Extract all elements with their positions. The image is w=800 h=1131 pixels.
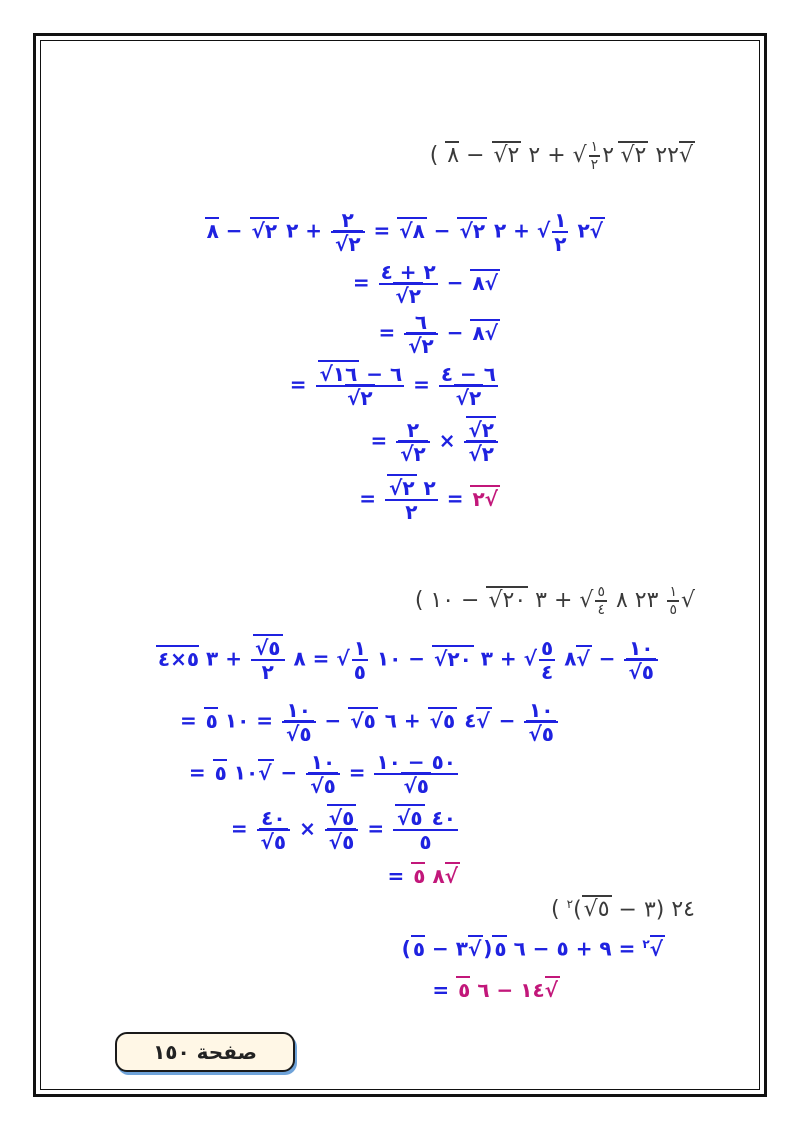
problem-22-step-6: = $\frac{٢ ٢ √}{٢}$ = ٢ √: [359, 478, 500, 522]
problem-23-answer: ٨ ٥ √: [411, 862, 460, 888]
problem-22-step-4: = $\frac{٦ - ١٦ √}{٢}$ √ = $\frac{٦ - ٤}{٢}$ √: [290, 364, 500, 408]
problem-23-step-5: = ٨ ٥ √: [388, 866, 460, 886]
problem-23-step-3: = ١٠ ٥ √ − $\frac{١٠}{٥}$ √ = $\frac{٥٠ - ١٠}{٥}$ √: [189, 752, 460, 796]
problem-22-answer: ٢ √: [470, 485, 500, 511]
page-border-inner: [40, 40, 760, 1090]
problem-23-statement: ( ٢٣ ٨ $\frac{٥}{٤}$ √ + ٣ ٢٠ √ − ١٠ $\frac{١}{٥}$ √: [401, 585, 695, 617]
problem-22-step-2: = $\frac{٢ + ٤}{٢}$ √ − ٨ √: [353, 262, 500, 306]
problem-23-step-1: ٨ $\frac{٥}{٤}$ √ + ٣ ٢٠ √ − ١٠ $\frac{١}{٥}$ √ = ٨ $\frac{٥ √}{٢}$ + ٣ ٥×٤ √ − $\frac{١٠}{٥}$ √: [156, 638, 660, 682]
problem-22-step-1: ٢ $\frac{١}{٢}$ √ + ٢ ٢ √ − ٨ √ = $\frac{٢}{٢}$ √ + ٢ ٢ √ − ٨ √: [205, 210, 605, 254]
page-number-label: صفحة ١٥٠: [153, 1040, 257, 1064]
problem-24-step-1: (٣ − ٥ √ ) $^٢$ = ٩ + ٥ − ٦ ٥ √: [402, 938, 665, 959]
problem-23-step-2: = ٤ ٥ √ + ٦ ٥ √ − $\frac{١٠}{٥}$ √ = ١٠ ٥ √ − $\frac{١٠}{٥}$ √: [180, 700, 560, 744]
page-number-badge: [115, 1032, 295, 1072]
problem-23-step-4: = $\frac{٤٠}{٥}$ √ × $\frac{٥ √}{٥}$ √ = $\frac{٤٠ ٥ √}{٥}$: [231, 808, 460, 852]
problem-24-answer: ١٤ − ٦ ٥ √: [456, 976, 560, 1002]
problem-24-statement: ( ٢٤ (٣ − ٥ √)$^٢$: [537, 898, 695, 921]
problem-22-step-3: = $\frac{٦}{٢}$ √ − ٨ √: [378, 312, 500, 356]
problem-24-step-2: = ١٤ − ٦ ٥ √: [432, 980, 560, 1000]
problem-22-step-5: = $\frac{٢}{٢}$ √ × $\frac{٢ √}{٢}$ √: [370, 420, 500, 464]
problem-22-statement: ( ٢٢ ٢ √ ٢ $\frac{١}{٢}$ √ + ٢ ٢ √ − ٨ √: [416, 140, 695, 172]
